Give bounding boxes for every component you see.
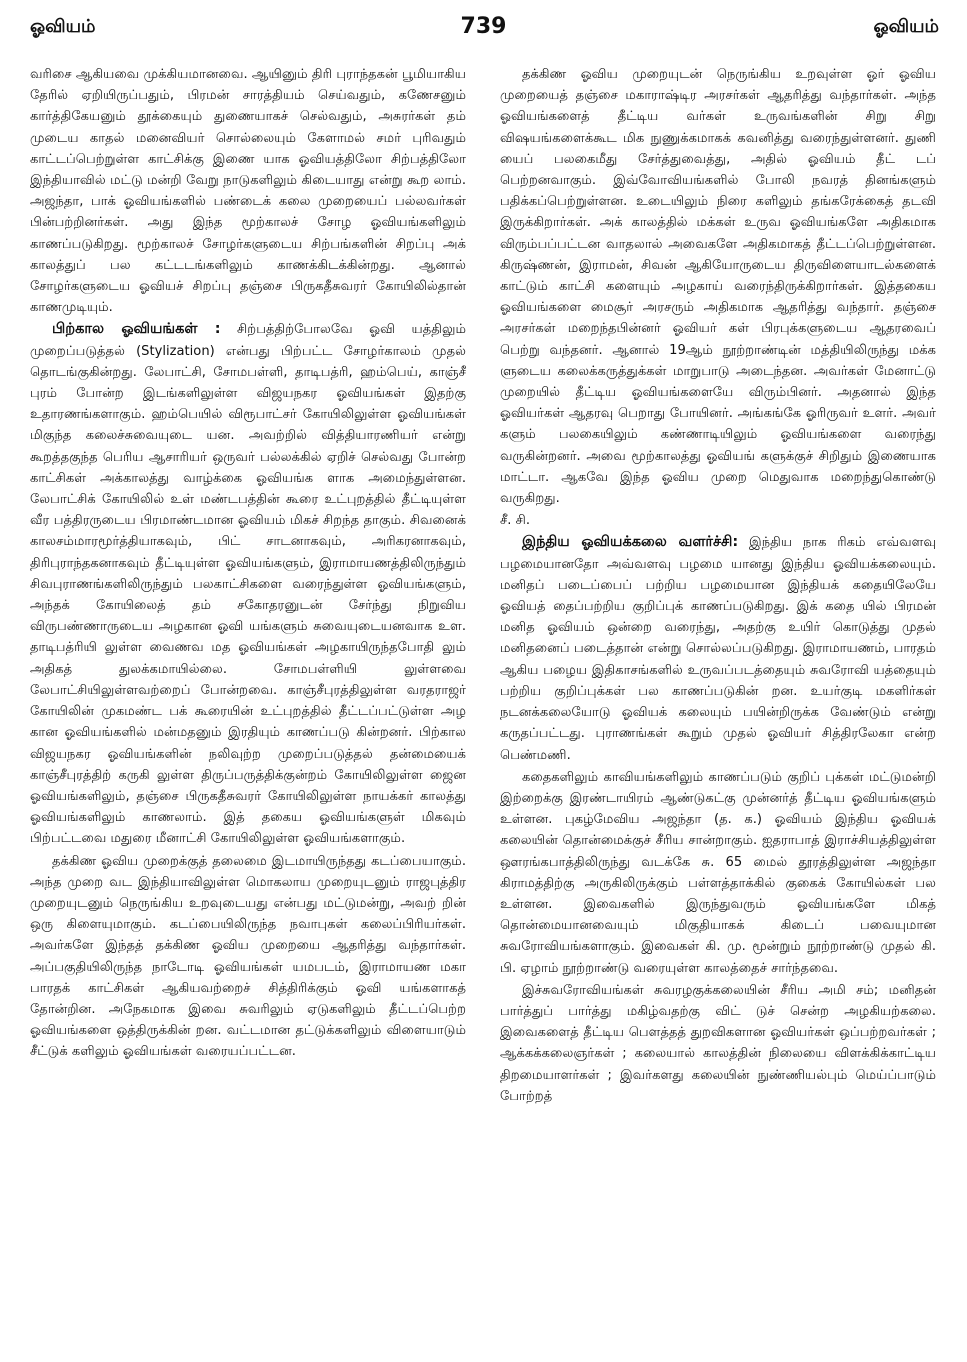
paragraph: கதைகளிலும் காவியங்களிலும் காணப்படும் குறிப் புக்கள் மட்டுமன்றி இற்றைக்கு இரண்டாயிரம் ஆண்டுகட்கு முன்னர்த் தீட்டிய ஓவியங்களும் உள்ளன. புகழ்மேவிய அஜந்தா (த. க.) ஓவியம் இந்திய ஓவியக் கலையின் தொன்மைக்குச் சீரிய சான்றாகும். ஐதராபாத் இராச்சியத்திலுள்ள ஔரங்கபாத்திலிருந்து வடக்கே சு. 65 மைல் தூரத்திலுள்ள அஜந்தா கிராமத்திற்கு அருகிலிருக்கும் பள்ளத்தாக்கில் குகைக் கோயில்கள் பல உள்ளன. இவைகளில் இருந்துவரும் ஓவியங்களே மிகத் தொன்மையானவையும் மிகுதியாகக் கிடைப் பவையுமான சுவரோவியங்களாகும். இவைகள் கி. மு. மூன்றும் நூற்றாண்டு முதல் கி. பி. ஏழாம் நூற்றாண்டு வரையுள்ள காலத்தைச் சார்ந்தவை. bbox=[500, 769, 936, 976]
paragraph: தக்கிண ஓவிய முறைக்குத் தலைமை இடமாயிருந்தது கடப்பையாகும். அந்த முறை வட இந்தியாவிலுள்ள மொகலாய முறையுடனும் ராஜபுத்திர முறையுடனும் நெருங்கிய உறவுடையது என்பது மட்டுமன்று, அவற் றின் ஒரு கிளையுமாகும். கடப்பையிலிருந்த நவாபுகள் கலைப்பிரியர்கள். அவர்களே இந்தத் தக்கிண ஓவிய முறையை ஆதரித்து வந்தார்கள். அப்பகுதியிலிருந்த நாடோடி ஓவியங்கள் யமபடம், இராமாயண மகா பாரதக் காட்சிகள் ஆகியவற்றைச் சித்திரிக்கும் ஓவி யங்களாகத் தோன்றின. அநேகமாக இவை சுவரிலும் ஏடுகளிலும் தீட்டப்பெற்ற ஓவியங்களை ஒத்திருக்கின் றன. வட்டமான தட்டுக்களிலும் விளையாடும் சீட்டுக் களிலும் ஓவியங்கள் வரையப்பட்டன. bbox=[30, 853, 466, 1060]
paragraph: வரிசை ஆகியவை முக்கியமானவை. ஆயினும் திரி புராந்தகன் பூமியாகிய தேரில் ஏறியிருப்பதும், பிரமன் சாரத்தியம் செய்வதும், கணேசனும் கார்த்திகேயனும் தூக்கையும் துணையாகச் செல்வதும், அசுரர்கள் தம் முடைய காதல் மனைவியர் சொல்லையும் கேளாமல் சமர் புரிவதும் காட்டப்பெற்றுள்ள காட்சிக்கு இணை யாக ஓவியத்திலோ சிற்பத்திலோ இந்தியாவில் மட்டு மன்றி வேறு நாடுகளிலும் கிடையாது என்று கூற லாம். அஜந்தா, பாக் ஓவியங்களில் பண்டைக் கலை முறையைப் பல்லவர்கள் பின்பற்றினர்கள். அது இந்த மூற்காலச் சோழ ஓவியங்களிலும் காணப்படுகிறது. மூற்காலச் சோழர்களுடைய சிற்பங்களின் சிறப்பு அக் காலத்துப் பல கட்டடங்களிலும் காணக்கிடக்கின்றது. ஆனால் சோழர்களுடைய ஓவியச் சிறப்பு தஞ்சை பிருகதீசுவரர் கோயிலில்தான் காணமுடியும். bbox=[30, 67, 466, 316]
paragraph-text: இந்திய நாக ரிகம் எவ்வளவு பழமையானதோ அவ்வளவு பழமை யானது இந்திய ஓவியக்கலையும். மனிதப் படைப்பைப் பற்றிய பழமையான இந்தியக் கதையிலேயே ஓவியத் தைப்பற்றிய குறிப்புக் காணப்படுகிறது. இக் கதை யில் பிரமன் மனித ஓவியம் ஒன்றை வரைந்து, அதற்கு உயிர் கொடுத்து முதல் மனிதனைப் படைத்தான் என்று சொல்லப்படுகிறது. இராமாயணம், பாரதம் ஆகிய பழைய இதிகாசங்களில் உருவப்படத்தையும் சுவரோவி யத்தையும் பற்றிய குறிப்புக்கள் பல காணப்படுகின் றன. உயர்குடி மகளிர்கள் நடனக்கலையோடு ஓவியக் கலையும் பயின்றிருக்க வேண்டும் என்று கருதப்பட்டது. புராணங்கள் கூறும் முதல் ஓவியர் சித்திரலேகா என்ற பெண்மணி. bbox=[500, 535, 936, 763]
section-heading: இந்திய ஓவியக்கலை வளர்ச்சி: bbox=[522, 534, 739, 551]
author-initials: சீ. சி. bbox=[500, 513, 530, 529]
paragraph bbox=[30, 319, 466, 849]
page-number: 739 bbox=[460, 14, 507, 39]
paragraph: இச்சுவரோவியங்கள் சுவரழகுக்கலையின் சீரிய அமி சம்; மனிதன் பார்த்துப் பார்த்து மகிழ்வதற்கு விட் டுச் சென்ற அழகியற்கலை. இவைகளைத் தீட்டிய பௌத்தத் துறவிகளான ஓவியர்கள் ஒப்பற்றவர்கள் ; ஆக்கக்கலைஞர்கள் ; கலையால் காலத்தின் நிலையை விளக்கிக்காட்டிய திறமையாளர்கள் ; இவர்களது கலையின் நுண்ணியல்பும் மெய்ப்பாடும் போற்றத் bbox=[500, 982, 936, 1104]
running-head-right: ஓவியம் bbox=[873, 16, 939, 37]
running-head-left: ஓவியம் bbox=[30, 16, 96, 37]
right-column bbox=[500, 64, 936, 1354]
section-heading: பிற்கால ஓவியங்கள் : bbox=[52, 321, 221, 338]
paragraph-text: சிற்பத்திற்போலவே ஓவி யத்திலும் முறைப்படுத்தல் (Stylization) என்பது பிற்பட்ட சோழர்காலம் முதல் தொடங்குகின்றது. லேபாட்சி, சோமபள்ளி, தாடிபத்ரி, ஹம்பெய், காஞ்சீ புரம் போன்ற இடங்களிலுள்ள விஜயநகர ஓவியங்கள் இதற்கு உதாரணங்களாகும். ஹம்பெயில் விரூபாட்சர் கோயிலிலுள்ள ஓவியங்கள் மிகுந்த கலைச்சுவையுடை யன. அவற்றில் வித்தியாரணியர் என்று கூறத்தகுந்த பெரிய ஆசாரியர் ஒருவர் பல்லக்கில் ஏறிச் செல்வது போன்ற காட்சிகள் அக்காலத்து வாழ்க்கை ஓவியங்க ளாக அமைந்துள்ளன. லேபாட்சிக் கோயிலில் உள் மண்டபத்தின் கூரை உட்புறத்தில் தீட்டியுள்ள வீர பத்திரருடைய பிரமாண்டமான ஓவியம் மிகச் சிறந்த தாகும். சிவனைக் காலசம்மாரமூர்த்தியாகவும், பிட் சாடனாகவும், அரிகரனாகவும், திரிபுராந்தகனாகவும் தீட்டியுள்ள ஓவியங்களும், இராமாயணத்திலிருந்தும் சிவபுராணங்களிலிருந்தும் பலகாட்சிகளை வரைந்துள்ள ஓவியங்களும், அந்தக் கோயிலைத் தம் சகோதரனுடன் சேர்ந்து நிறுவிய விருபண்ணாருடைய அழகான ஓவி யங்களும் சுவையுடையனவாக உள. தாடிபத்ரியி லுள்ள வைணவ மத ஓவியங்கள் அழகாயிருந்தபோதி லும் அதிகத் துலக்கமாயில்லை. சோமபள்ளியி லுள்ளவை லேபாட்சியிலுள்ளவற்றைப் போன்றவை. காஞ்சீபுரத்திலுள்ள வரதராஜர் கோயிலின் முகமண்ட பக் கூரையின் உட்புறத்தில் தீட்டப்பட்டுள்ள அழ கான ஓவியங்களில் மன்மதனும் இரதியும் காணப்படு கின்றனர். பிற்கால விஜயநகர ஓவியங்களின் நலிவுற்ற முறைப்படுத்தல் தன்மையைக் காஞ்சீபுரத்திற் கருகி லுள்ள திருப்பருத்திக்குன்றம் கோயிலிலுள்ள ஜைன ஓவியங்களிலும், தஞ்சை பிருகதீசுவரர் கோயிலிலுள்ள நாயக்கர் காலத்து ஓவியங்களிலும் காணலாம். இத் தகைய ஓவியங்களுள் மிகவும் பிற்பட்டவை மதுரை மீனாட்சி கோயிலிலுள்ள ஓவியங்களாகும். bbox=[30, 322, 466, 847]
left-column bbox=[30, 64, 466, 1354]
paragraph: தக்கிண ஓவிய முறையுடன் நெருங்கிய உறவுள்ள ஓர் ஓவிய முறையைத் தஞ்சை மகாராஷ்டிர அரசர்கள் ஆதரித்து வந்தார்கள். அந்த ஓவியங்களைத் தீட்டிய வர்கள் உருவங்களின் சிறு சிறு விஷயங்களைக்கூட மிக நுணுக்கமாகக் கவனித்து வரைந்துள்ளனர். துணி யைப் பலகைமீது சேர்த்துவைத்து, அதில் ஓவியம் தீட் டப் பெற்றனவாகும். இவ்வோவியங்களில் போலி நவரத் தினங்களும் பதிக்கப்பெற்றுள்ளன. உடையிலும் நிரை களிலும் தங்கரேக்கைத் தடவி இருக்கிறார்கள். அக் காலத்தில் மக்கள் உருவ ஓவியங்களே அதிகமாக விரும்பப்பட்டன வாதலால் அவைகளே அதிகமாகத் தீட்டப்பெற்றுள்ளன. கிருஷ்ணன், இராமன், சிவன் ஆகியோருடைய திருவிளையாடல்களைக் காட்டும் காட்சி களையும் அழகாய் வரைந்திருக்கிறார்கள். இத்தகைய ஓவியங்களை மைசூர் அரசரும் அதிகமாக ஆதரித்து வந்தார். தஞ்சை அரசர்கள் மறைந்தபின்னர் ஓவியர் கள் பிரபுக்களுடைய ஆதரவைப் பெற்று வந்தனர். ஆனால் 19ஆம் நூற்றாண்டின் மத்தியிலிருந்து மக்க ளுடைய கலைக்கருத்துக்கள் மாறுபாடு அடைந்தன. அவர்கள் மேனாட்டு முறையில் தீட்டிய ஓவியங்களையே விரும்பினர். அதனால் இந்த ஓவியர்கள் ஆதரவு பெறாது போயினர். அங்கங்கே ஓரிருவர் உளர். அவர் களும் பலகையிலும் கண்ணாடியிலும் ஓவியங்களை வரைந்து வருகின்றனர். அவை மூற்காலத்து ஓவியங் களுக்குச் சிறிதும் இணையாக மாட்டா. ஆகவே இந்த ஓவிய முறை மெதுவாக மறைந்துகொண்டு வருகிறது. bbox=[500, 67, 936, 507]
page-header bbox=[0, 14, 967, 48]
paragraph bbox=[500, 532, 936, 765]
